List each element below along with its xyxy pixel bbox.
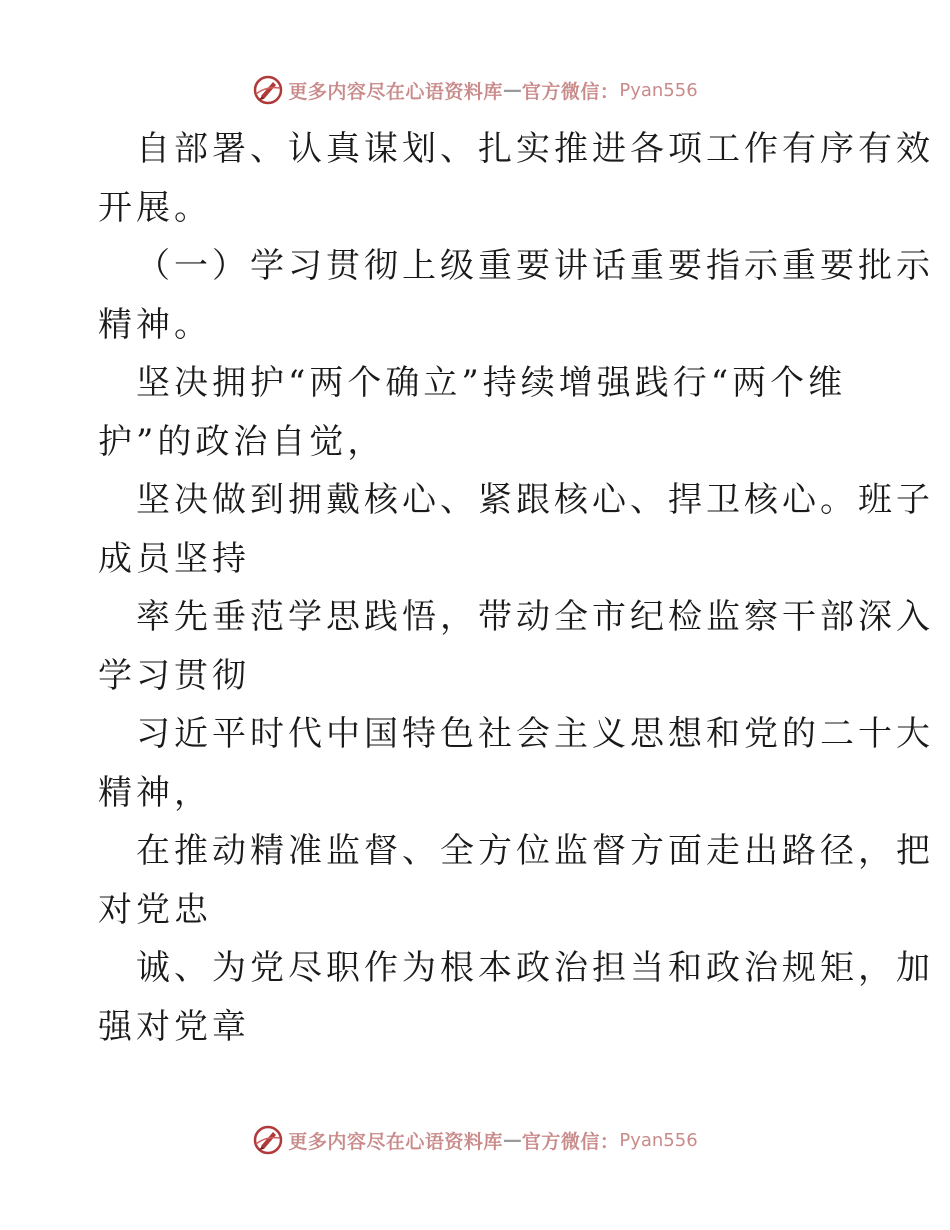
paragraph-line: 精神， — [98, 772, 212, 813]
watermark-text: 更多内容尽在心语资料库 — [288, 80, 503, 103]
paragraph-line: 自部署、认真谋划、扎实推进各项工作有序有效 — [136, 129, 934, 169]
logo-icon — [252, 1124, 284, 1156]
paragraph-line: 对党忠 — [98, 889, 212, 930]
paragraph-line: 护”的政治自觉， — [98, 421, 386, 462]
wechat-label: 官方微信： — [521, 80, 620, 103]
paragraph-line: 习近平时代中国特色社会主义思想和党的二十大 — [136, 714, 934, 754]
wechat-id: Pyan556 — [619, 1129, 698, 1151]
paragraph-line: 率先垂范学思践悟，带动全市纪检监察干部深入 — [136, 597, 934, 637]
wechat-id: Pyan556 — [619, 79, 698, 101]
logo-icon — [252, 74, 284, 106]
document-body — [98, 120, 934, 1056]
watermark-separator: — — [502, 79, 522, 101]
paragraph-line: 开展。 — [98, 187, 212, 228]
paragraph-line: 学习贯彻 — [98, 655, 250, 696]
paragraph-line: 成员坚持 — [98, 538, 250, 579]
paragraph-line: 强对党章 — [98, 1006, 250, 1047]
watermark-separator: — — [502, 1129, 522, 1151]
wechat-label: 官方微信： — [521, 1130, 620, 1153]
header-watermark — [0, 70, 950, 110]
paragraph-line: 在推动精准监督、全方位监督方面走出路径，把 — [136, 831, 934, 871]
paragraph-line: 诚、为党尽职作为根本政治担当和政治规矩，加 — [136, 948, 934, 988]
paragraph-line: 精神。 — [98, 304, 212, 345]
paragraph-line: 坚决做到拥戴核心、紧跟核心、捍卫核心。班子 — [136, 480, 934, 520]
paragraph-line: （一）学习贯彻上级重要讲话重要指示重要批示 — [136, 246, 934, 286]
paragraph-line: 坚决拥护“两个确立”持续增强践行“两个维 — [136, 363, 847, 403]
watermark-text: 更多内容尽在心语资料库 — [288, 1130, 503, 1153]
footer-watermark — [0, 1120, 950, 1160]
